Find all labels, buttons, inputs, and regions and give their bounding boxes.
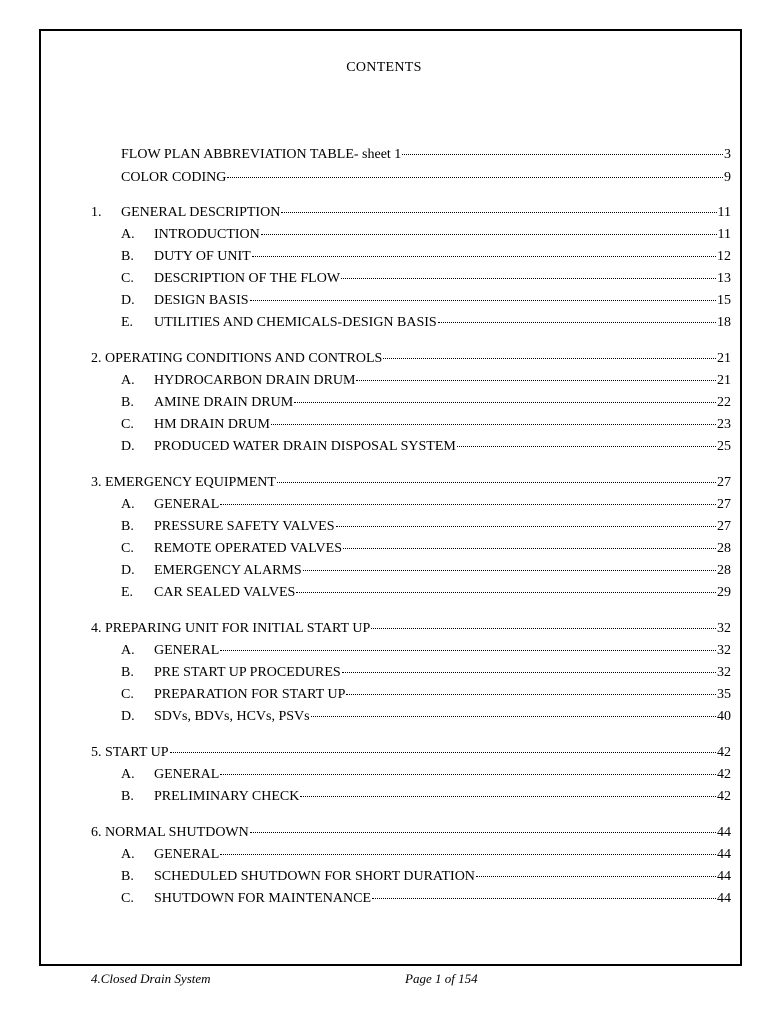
toc-entry[interactable] [121,395,731,411]
toc-entry-label: PRODUCED WATER DRAIN DISPOSAL SYSTEM [154,439,456,454]
dot-leader [250,299,716,301]
toc-entry-page: 11 [717,227,731,242]
toc-entry-page: 11 [717,205,731,220]
toc-entry-number: A. [121,847,135,862]
toc-entry-label: 2. OPERATING CONDITIONS AND CONTROLS [91,351,383,366]
toc-entry-label: 3. EMERGENCY EQUIPMENT [91,475,276,490]
toc-entry-number: A. [121,227,135,242]
toc-entry-page: 44 [717,847,731,862]
toc-entry-number: D. [121,563,135,578]
toc-entry[interactable] [121,767,731,783]
toc-entry-number: E. [121,315,134,330]
toc-entry-page: 12 [717,249,731,264]
toc-entry-page: 15 [717,293,731,308]
toc-entry-number: A. [121,767,135,782]
toc-entry-label: GENERAL [154,847,220,862]
footer-page-number: Page 1 of 154 [405,971,478,986]
toc-entry-label: PRE START UP PROCEDURES [154,665,341,680]
toc-entry-number: A. [121,497,135,512]
toc-entry[interactable] [121,315,731,331]
toc-entry[interactable] [121,497,731,513]
toc-entry-label: EMERGENCY ALARMS [154,563,302,578]
toc-entry-number: B. [121,789,134,804]
toc-entry-label: 4. PREPARING UNIT FOR INITIAL START UP [91,621,371,636]
toc-entry-label: HM DRAIN DRUM [154,417,270,432]
toc-entry[interactable] [121,563,731,579]
toc-entry-number: D. [121,439,135,454]
toc-entry-page: 9 [724,170,731,185]
toc-entry[interactable] [91,475,731,491]
dot-leader [476,875,716,877]
toc-entry-page: 18 [717,315,731,330]
toc-entry[interactable] [121,687,731,703]
toc-entry-label: COLOR CODING [121,170,227,185]
toc-entry-label: GENERAL DESCRIPTION [121,205,281,220]
toc-entry[interactable] [121,249,731,265]
dot-leader [343,547,716,549]
toc-entry-label: AMINE DRAIN DRUM [154,395,294,410]
toc-entry-page: 23 [717,417,731,432]
toc-entry[interactable] [121,643,731,659]
toc-entry-page: 35 [717,687,731,702]
toc-entry-label: SDVs, BDVs, HCVs, PSVs [154,709,310,724]
toc-entry-number: B. [121,249,134,264]
dot-leader [220,503,716,505]
toc-entry[interactable] [121,709,731,725]
toc-entry[interactable] [121,519,731,535]
dot-leader [356,379,716,381]
dot-leader [250,831,716,833]
dot-leader [341,277,716,279]
dot-leader [342,671,716,673]
toc-entry-page: 22 [717,395,731,410]
toc-entry[interactable] [91,205,731,221]
toc-entry-page: 27 [717,475,731,490]
toc-entry-page: 32 [717,643,731,658]
toc-entry-number: D. [121,709,135,724]
dot-leader [372,897,716,899]
dot-leader [457,445,716,447]
toc-entry-number: C. [121,271,134,286]
dot-leader [438,321,716,323]
toc-entry-number: D. [121,293,135,308]
dot-leader [296,591,716,593]
toc-entry-number: A. [121,373,135,388]
toc-entry[interactable] [121,847,731,863]
toc-entry-label: DESCRIPTION OF THE FLOW [154,271,341,286]
toc-entry-page: 21 [717,373,731,388]
toc-entry-number: B. [121,869,134,884]
toc-entry-label: SCHEDULED SHUTDOWN FOR SHORT DURATION [154,869,475,884]
toc-entry[interactable] [121,891,731,907]
toc-entry[interactable] [91,745,731,761]
toc-entry[interactable] [91,825,731,841]
toc-entry-page: 42 [717,789,731,804]
toc-entry[interactable] [121,417,731,433]
toc-entry-page: 3 [724,147,731,162]
toc-entry[interactable] [121,585,731,601]
toc-entry-label: PRELIMINARY CHECK [154,789,300,804]
toc-entry-number: E. [121,585,134,600]
toc-entry-label: SHUTDOWN FOR MAINTENANCE [154,891,371,906]
dot-leader [383,357,716,359]
dot-leader [220,853,716,855]
toc-entry-page: 44 [717,891,731,906]
toc-entry-page: 27 [717,497,731,512]
dot-leader [277,481,716,483]
toc-entry-page: 13 [717,271,731,286]
dot-leader [220,773,716,775]
toc-entry[interactable] [91,621,731,637]
toc-entry-number: C. [121,417,134,432]
toc-entry-number: B. [121,395,134,410]
toc-entry-page: 44 [717,869,731,884]
toc-entry-number: B. [121,665,134,680]
toc-entry-number: 1. [91,205,102,220]
toc-entry-label: INTRODUCTION [154,227,260,242]
toc-entry-label: DESIGN BASIS [154,293,249,308]
toc-entry-page: 28 [717,541,731,556]
toc-entry[interactable] [91,351,731,367]
dot-leader [220,649,716,651]
toc-entry-number: C. [121,687,134,702]
toc-entry[interactable] [121,541,731,557]
toc-entry[interactable] [121,869,731,885]
toc-entry-label: 5. START UP [91,745,169,760]
dot-leader [300,795,716,797]
toc-entry-label: PREPARATION FOR START UP [154,687,346,702]
toc-entry[interactable] [121,170,731,186]
toc-entry-label: REMOTE OPERATED VALVES [154,541,342,556]
dot-leader [271,423,716,425]
dot-leader [402,153,723,155]
toc-entry-label: FLOW PLAN ABBREVIATION TABLE- sheet 1 [121,147,402,162]
toc-entry-label: HYDROCARBON DRAIN DRUM [154,373,356,388]
toc-entry[interactable] [121,789,731,805]
toc-entry[interactable] [121,439,731,455]
dot-leader [170,751,716,753]
toc-entry-number: C. [121,891,134,906]
toc-entry-label: 6. NORMAL SHUTDOWN [91,825,249,840]
toc-entry-page: 32 [717,621,731,636]
dot-leader [294,401,716,403]
toc-entry[interactable] [121,147,731,163]
dot-leader [371,627,716,629]
toc-entry-number: C. [121,541,134,556]
dot-leader [261,233,717,235]
dot-leader [281,211,716,213]
toc-entry[interactable] [121,373,731,389]
toc-entry-label: GENERAL [154,643,220,658]
toc-entry[interactable] [121,293,731,309]
toc-entry-page: 32 [717,665,731,680]
toc-entry-page: 27 [717,519,731,534]
toc-entry-page: 44 [717,825,731,840]
dot-leader [346,693,716,695]
toc-entry-page: 40 [717,709,731,724]
toc-entry-label: GENERAL [154,767,220,782]
toc-entry-number: A. [121,643,135,658]
toc-entry-label: DUTY OF UNIT [154,249,251,264]
toc-entry[interactable] [121,271,731,287]
toc-entry[interactable] [121,665,731,681]
toc-entry-page: 42 [717,767,731,782]
toc-entry-label: PRESSURE SAFETY VALVES [154,519,335,534]
toc-entry-label: GENERAL [154,497,220,512]
dot-leader [303,569,716,571]
contents-title: CONTENTS [346,60,422,75]
toc-entry-page: 28 [717,563,731,578]
toc-entry-page: 29 [717,585,731,600]
toc-entry-page: 42 [717,745,731,760]
toc-entry-page: 21 [717,351,731,366]
footer-document-name: 4.Closed Drain System [91,971,211,986]
toc-entry-page: 25 [717,439,731,454]
dot-leader [227,176,723,178]
dot-leader [311,715,716,717]
dot-leader [336,525,716,527]
dot-leader [252,255,716,257]
toc-entry-label: UTILITIES AND CHEMICALS-DESIGN BASIS [154,315,437,330]
toc-entry-number: B. [121,519,134,534]
toc-entry-label: CAR SEALED VALVES [154,585,296,600]
toc-entry[interactable] [121,227,731,243]
